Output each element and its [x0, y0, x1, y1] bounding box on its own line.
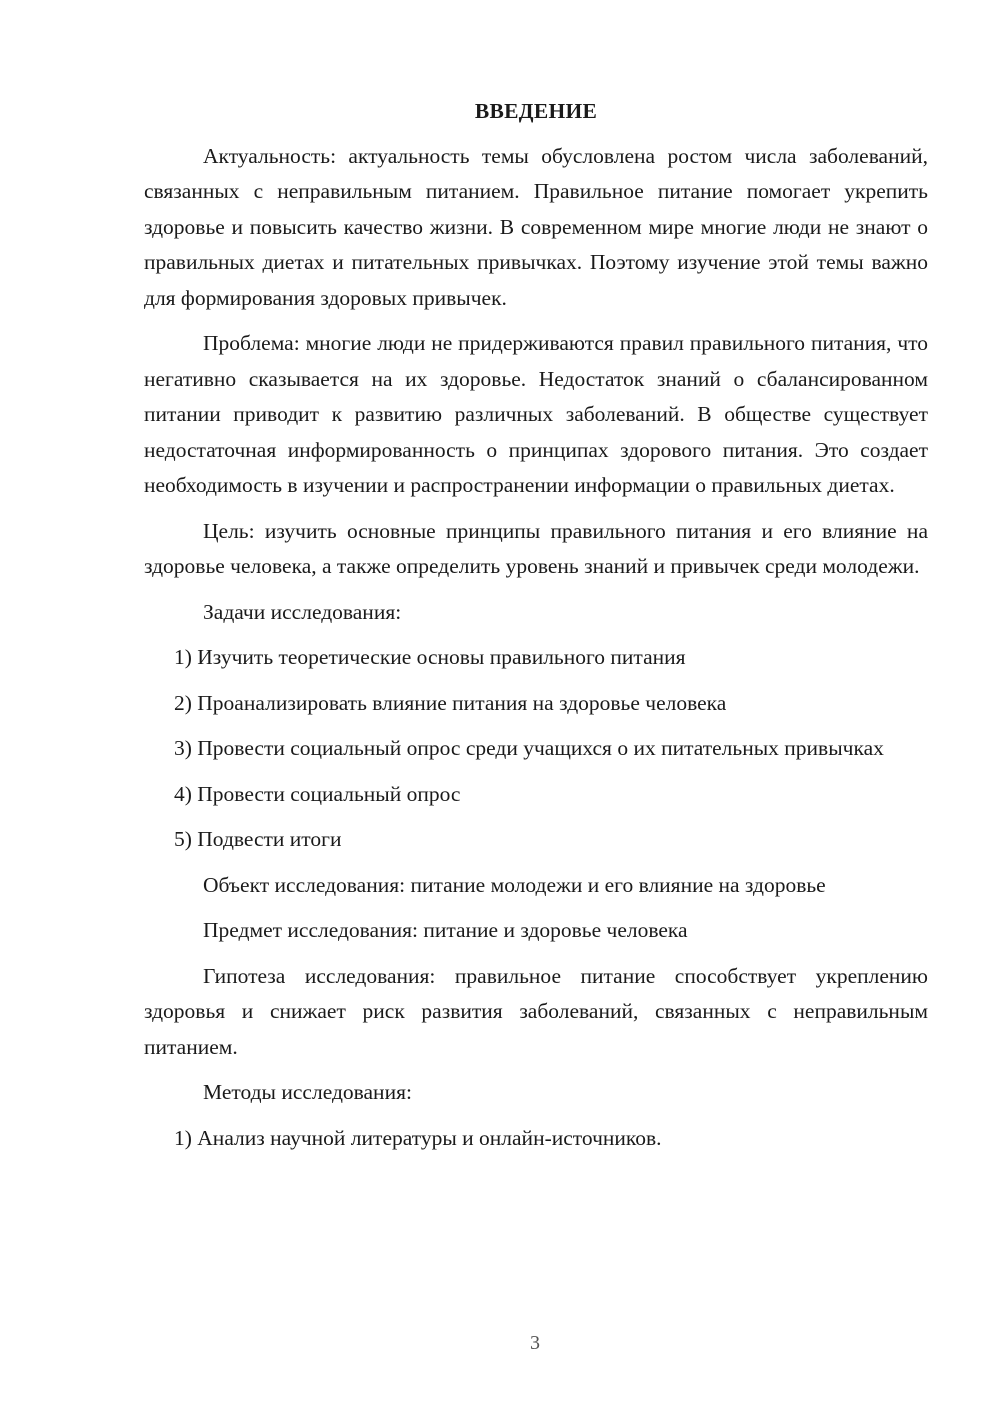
paragraph-relevance: Актуальность: актуальность темы обусловлена ростом числа заболеваний, связанных с неправильным питанием. Правильное питание помогает укрепить здоровье и повысить качество жизни. В современном мире многие люди не знают о правильных диетах и питательных привычках. Поэтому изучение этой темы важно для формирования здоровых привычек.	[144, 143, 928, 310]
section-title: ВВЕДЕНИЕ	[474, 99, 598, 123]
paragraph-goal: Цель: изучить основные принципы правильного питания и его влияние на здоровье человека, а также определить уровень знаний и привычек среди молодежи.	[144, 518, 928, 578]
document-page	[144, 94, 928, 1166]
research-subject: Предмет исследования: питание и здоровье человека	[203, 918, 688, 942]
methods-heading: Методы исследования:	[203, 1080, 412, 1104]
task-item-5: 5) Подвести итоги	[174, 827, 342, 851]
method-item-1: 1) Анализ научной литературы и онлайн-источников.	[174, 1125, 662, 1150]
paragraph-problem: Проблема: многие люди не придерживаются правил правильного питания, что негативно сказывается на их здоровье. Недостаток знаний о сбалансированном питании приводит к развитию различных заболеваний. В обществе существует недостаточная информированность о принципах здорового питания. Это создает необходимость в изучении и распространении информации о правильных диетах.	[144, 331, 928, 497]
task-item-4: 4) Провести социальный опрос	[174, 781, 461, 806]
task-item-3: 3) Провести социальный опрос среди учащихся о их питательных привычках	[174, 736, 884, 760]
research-object: Объект исследования: питание молодежи и его влияние на здоровье	[203, 872, 826, 897]
task-item-2: 2) Проанализировать влияние питания на здоровье человека	[174, 690, 727, 715]
tasks-heading: Задачи исследования:	[203, 599, 402, 624]
task-item-1: 1) Изучить теоретические основы правильного питания	[174, 645, 686, 669]
page-number: 3	[530, 1332, 540, 1354]
research-hypothesis: Гипотеза исследования: правильное питание способствует укреплению здоровья и снижает риск развития заболеваний, связанных с неправильным питанием.	[144, 963, 928, 1059]
